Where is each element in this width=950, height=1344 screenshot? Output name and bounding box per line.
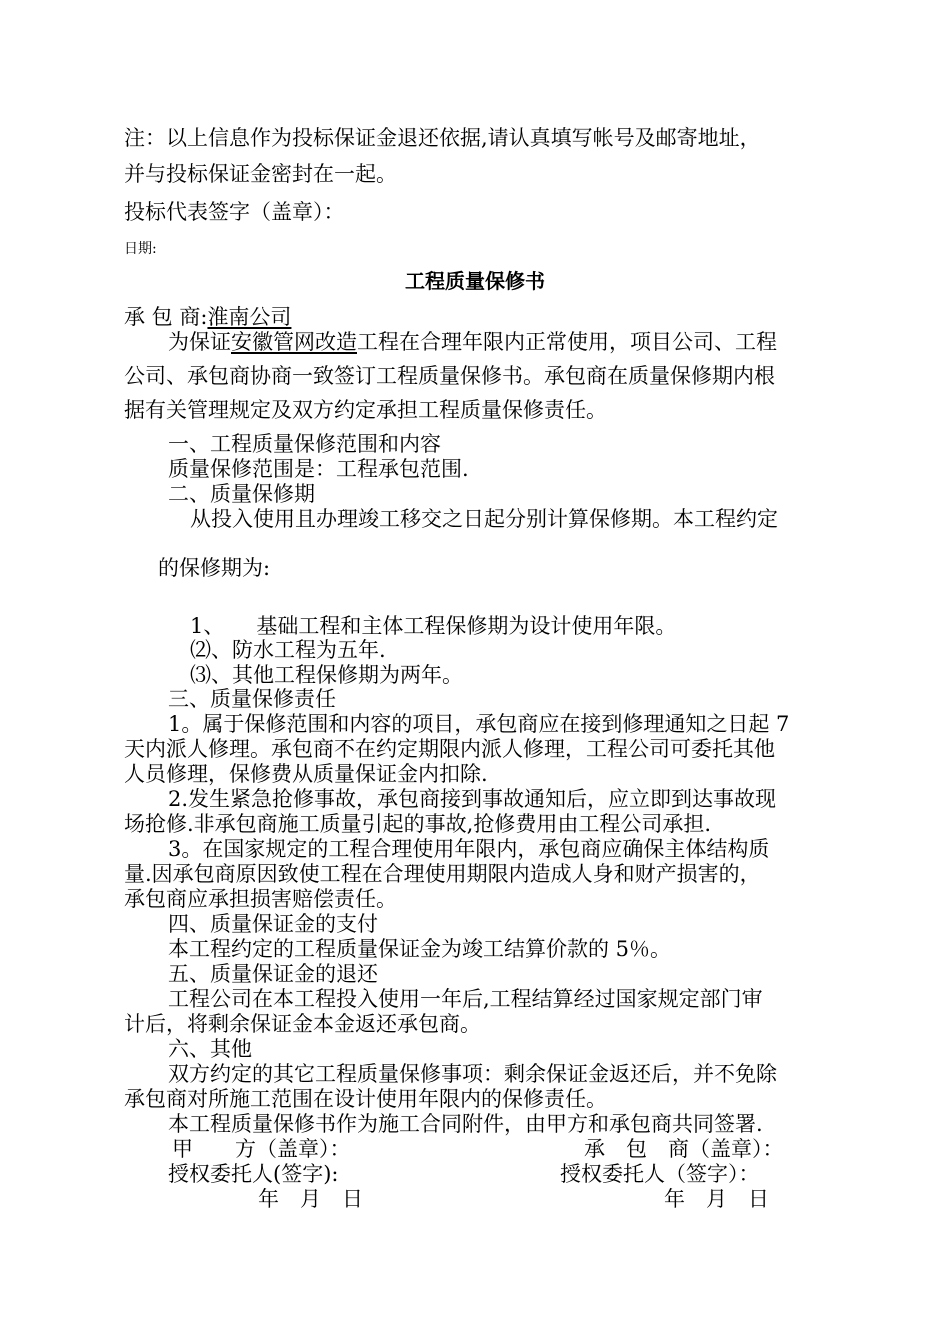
- clause-2-line-1: 2.发生紧急抢修事故，承包商接到事故通知后，应立即到达事故现: [168, 787, 777, 811]
- section-6-line-2: 承包商对所施工范围在设计使用年限内的保修责任。: [124, 1087, 607, 1111]
- intro-line-2: 公司、承包商协商一致签订工程质量保修书。承包商在质量保修期内根: [124, 364, 775, 388]
- clause-3-line-2: 量.因承包商原因致使工程在合理使用期限内造成人身和财产损害的，: [124, 862, 761, 886]
- section-5-line-1: 工程公司在本工程投入使用一年后,工程结算经过国家规定部门审: [168, 987, 763, 1011]
- page-title: 工程质量保修书: [405, 269, 545, 293]
- project-name: 安徽管网改造: [231, 330, 357, 354]
- section-2-para-1: 从投入使用且办理竣工移交之日起分别计算保修期。本工程约定: [190, 507, 778, 531]
- party-b-agent-label: 授权委托人（签字）：: [560, 1162, 760, 1186]
- warranty-item-3: ⑶、其他工程保修期为两年。: [190, 663, 463, 687]
- warranty-item-1-number: 1、: [190, 614, 225, 638]
- warranty-item-2: ⑵、防水工程为五年.: [190, 638, 386, 662]
- clause-3-line-3: 承包商应承担损害赔偿责任。: [124, 887, 397, 911]
- section-5-line-2: 计后，将剩余保证金本金返还承包商。: [124, 1012, 481, 1036]
- section-1-heading: 一、工程质量保修范围和内容: [168, 432, 441, 456]
- section-6-line-3: 本工程质量保修书作为施工合同附件，由甲方和承包商共同签署.: [168, 1112, 763, 1136]
- contractor-label: 承 包 商:: [124, 305, 208, 329]
- intro-rest: 工程在合理年限内正常使用，项目公司、工程: [357, 330, 777, 354]
- note-line-1: 注：以上信息作为投标保证金退还依据,请认真填写帐号及邮寄地址，: [124, 126, 761, 150]
- section-4-text: 本工程约定的工程质量保证金为竣工结算价款的 5％。: [168, 937, 672, 961]
- intro-prefix: 为保证: [168, 330, 231, 354]
- section-1-text: 质量保修范围是：工程承包范围.: [168, 457, 469, 481]
- contractor-name: 淮南公司: [207, 305, 292, 329]
- note-date-label: 日期:: [124, 241, 157, 257]
- clause-3-line-1: 3。在国家规定的工程合理使用年限内，承包商应确保主体结构质: [168, 837, 770, 861]
- clause-1-line-3: 人员修理，保修费从质量保证金内扣除.: [124, 762, 488, 786]
- note-line-2: 并与投标保证金密封在一起。: [124, 162, 397, 186]
- section-2-heading: 二、质量保修期: [168, 482, 315, 506]
- bidder-signature-label: 投标代表签字（盖章）：: [124, 200, 345, 224]
- section-3-heading: 三、质量保修责任: [168, 687, 336, 711]
- party-a-date: 年 月 日: [258, 1187, 363, 1211]
- clause-1-line-1: 1。属于保修范围和内容的项目，承包商应在接到修理通知之日起 7: [168, 712, 790, 736]
- party-a-seal-label: 甲 方（盖章）：: [172, 1137, 351, 1161]
- party-a-agent-label: 授权委托人(签字):: [168, 1162, 339, 1186]
- intro-line-1: [168, 329, 777, 355]
- warranty-item-1-text: 基础工程和主体工程保修期为设计使用年限。: [256, 614, 677, 638]
- section-6-heading: 六、其他: [168, 1037, 252, 1061]
- section-2-para-2: 的保修期为:: [158, 556, 271, 580]
- party-b-seal-label: 承 包 商（盖章）：: [584, 1137, 784, 1161]
- intro-line-3: 据有关管理规定及双方约定承担工程质量保修责任。: [124, 398, 607, 422]
- clause-1-line-2: 天内派人修理。承包商不在约定期限内派人修理，工程公司可委托其他: [124, 737, 775, 761]
- clause-2-line-2: 场抢修.非承包商施工质量引起的事故,抢修费用由工程公司承担.: [124, 812, 712, 836]
- section-4-heading: 四、质量保证金的支付: [168, 912, 378, 936]
- section-5-heading: 五、质量保证金的退还: [168, 962, 378, 986]
- warranty-item-1: [190, 613, 676, 639]
- party-b-date: 年 月 日: [664, 1187, 769, 1211]
- contractor-line: [124, 304, 291, 330]
- section-6-line-1: 双方约定的其它工程质量保修事项：剩余保证金返还后，并不免除: [168, 1062, 777, 1086]
